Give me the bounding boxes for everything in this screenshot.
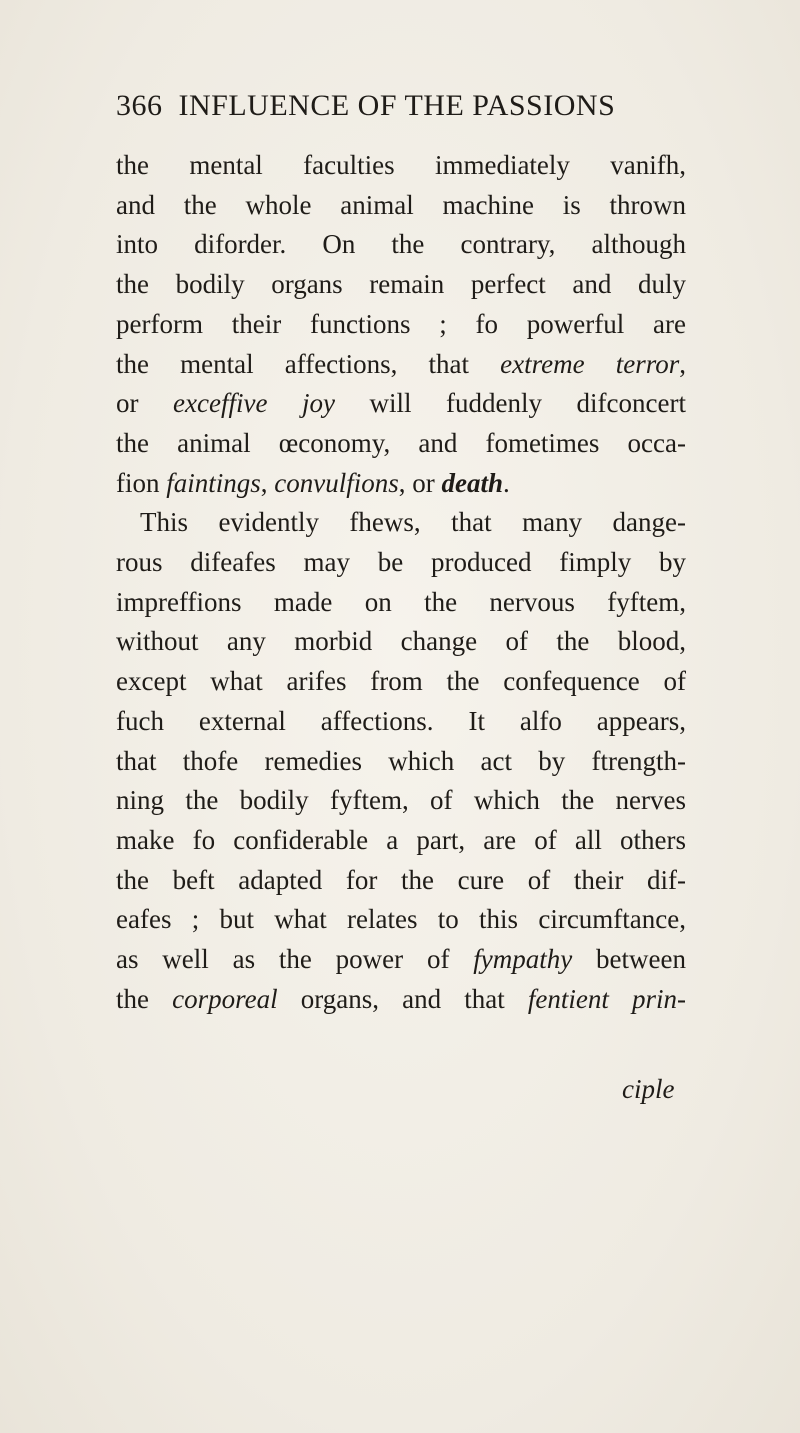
text-line: fuch external affections. It alfo appears, [116, 705, 686, 736]
text-line: the corporeal organs, and that fentient prin- [116, 983, 686, 1014]
catchword: ciple [622, 1074, 675, 1104]
text-line: perform their functions ; fo powerful are [116, 308, 686, 339]
text-line: This evidently fhews, that many dange- [140, 507, 686, 538]
text-line: rous difeafes may be produced fimply by [116, 547, 686, 578]
italic-phrase: fympathy [473, 944, 573, 975]
text-line: as well as the power of fympathy between [116, 944, 687, 975]
text-line: except what arifes from the confequence of [116, 666, 686, 697]
body-text [116, 146, 686, 1019]
text-line: impreffions made on the nervous fyftem, [116, 586, 686, 617]
italic-phrase: fentient prin- [527, 983, 686, 1014]
italic-phrase: convulfions [274, 467, 399, 498]
text-line: or exceffive joy will fuddenly difconcert [116, 388, 686, 419]
text-line: fion faintings, convulfions, or death. [116, 467, 510, 498]
text-line: that thofe remedies which act by ftrength- [116, 745, 686, 776]
running-header [116, 86, 684, 126]
running-title: INFLUENCE OF THE PASSIONS [178, 89, 616, 122]
text-line: and the whole animal machine is thrown [116, 189, 686, 220]
text-line: the beft adapted for the cure of their dif- [116, 864, 686, 895]
text-line: eafes ; but what relates to this circumftance, [116, 904, 686, 935]
text-line: the animal œconomy, and fometimes occa- [116, 427, 686, 458]
italic-phrase: faintings [166, 467, 261, 498]
italic-phrase: exceffive joy [173, 388, 335, 419]
italic-phrase: death [441, 467, 504, 498]
text-line: the mental affections, that extreme terror, [116, 348, 686, 379]
text-line: the mental faculties immediately vanifh, [116, 150, 686, 180]
page-number: 366 [116, 89, 163, 122]
text-line: make fo confiderable a part, are of all others [116, 824, 686, 855]
italic-phrase: extreme terror [500, 348, 680, 379]
text-line: without any morbid change of the blood, [116, 626, 686, 657]
italic-phrase: corporeal [172, 983, 278, 1014]
text-line: into diforder. On the contrary, although [116, 229, 686, 260]
text-line: ning the bodily fyftem, of which the nerves [116, 785, 686, 816]
text-line: the bodily organs remain perfect and duly [116, 269, 686, 300]
